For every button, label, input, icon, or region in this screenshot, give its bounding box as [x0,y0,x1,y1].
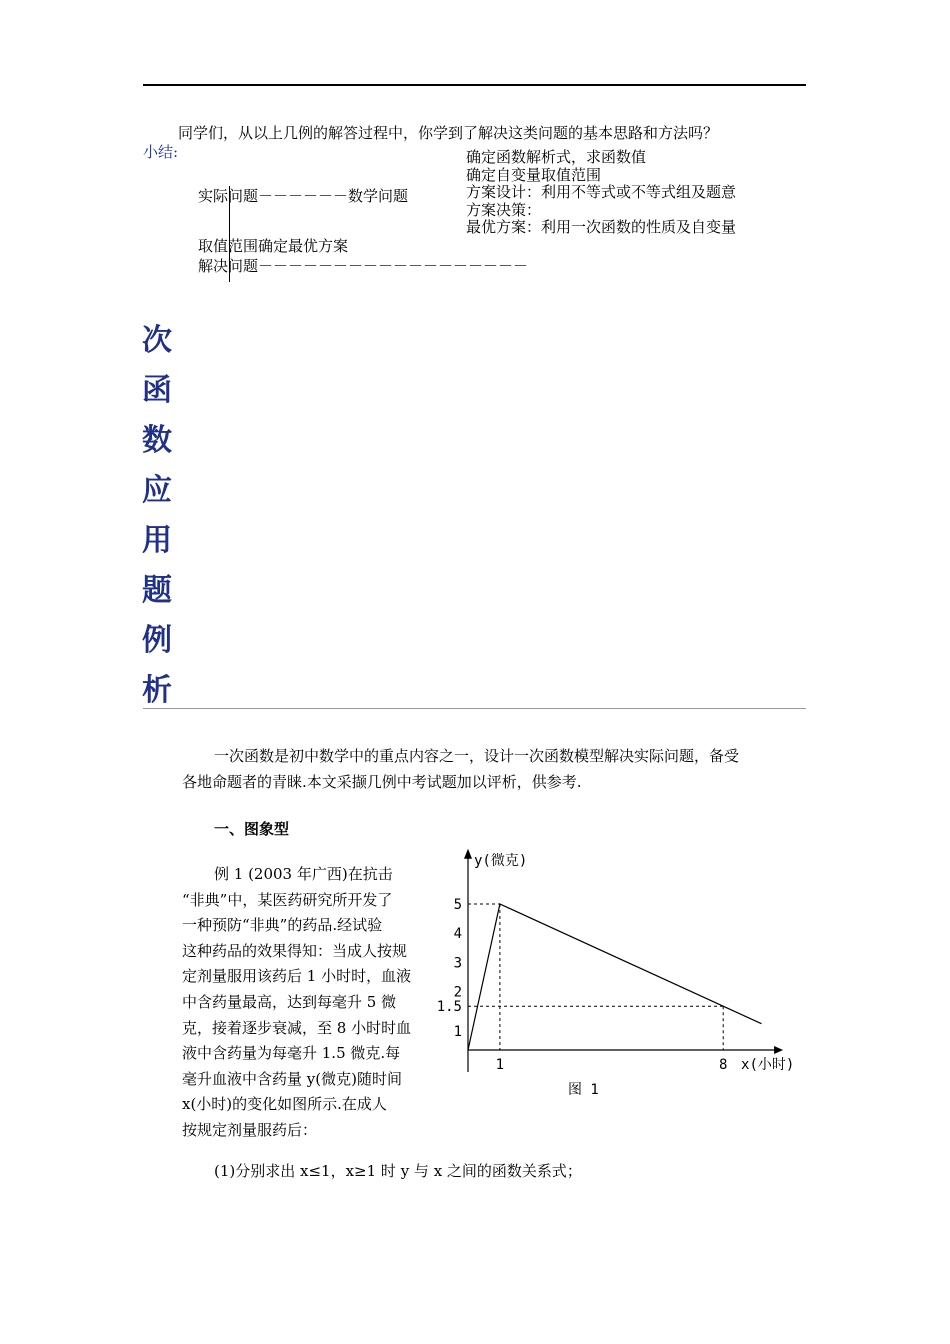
title-char: 应 [142,473,172,508]
summary-last-line: 解决问题－－－－－－－－－－－－－－－－－－ [198,257,529,275]
y-tick-label: 4 [453,926,462,943]
x-tick-label: 8 [718,1057,728,1073]
example-line: 这种药品的效果得知：当成人按规 [182,941,408,960]
example-line: 按规定剂量服药后： [182,1120,318,1139]
y-tick-label: 1.5 [436,999,462,1016]
series-line [468,904,761,1050]
title-char: 例 [142,623,172,658]
section-heading: 一、图象型 [214,820,290,838]
summary-left-line: 实际问题－－－－－－数学问题 [198,187,409,205]
example-line: 中含药量最高，达到每毫升 5 微 [182,992,397,1011]
summary-line: 最优方案：利用一次函数的性质及自变量 [466,218,737,236]
chart-series [468,904,761,1050]
example-line: “非典”中，某医药研究所开发了 [182,890,393,909]
y-tick-label: 2 [453,984,462,1001]
summary-label: 小结: [143,143,179,161]
y-axis-label: y(微克) [474,852,528,869]
y-tick-label: 5 [453,897,462,913]
example-line: 例 1 (2003 年广西)在抗击 [214,865,393,883]
title-char: 次 [142,323,172,358]
title-char: 用 [142,523,172,558]
intro-line: 各地命题者的青睐.本文采撷几例中考试题加以评析，供参考. [182,773,582,791]
title-char: 数 [142,423,172,458]
intro-line: 一次函数是初中数学中的重点内容之一，设计一次函数模型解决实际问题，备受 [214,747,740,765]
chart-ticks [437,897,728,1073]
example-line: 克，接着逐步衰减，至 8 小时时血 [182,1018,412,1037]
title-char: 析 [142,673,172,708]
summary-line: 方案决策： [466,200,542,219]
title-char: 题 [142,573,172,608]
chart-caption: 图 1 [568,1082,599,1098]
example-line: 液中含药量为每毫升 1.5 微克.每 [182,1044,401,1063]
question-1: (1)分别求出 x≤1，x≥1 时 y 与 x 之间的函数关系式； [214,1162,582,1180]
example-line: 定剂量服用该药后 1 小时时，血液 [182,967,412,986]
y-tick-label: 1 [453,1023,462,1040]
x-axis-arrow [774,1046,783,1054]
y-axis-arrow [464,849,472,859]
title-char: 函 [142,373,172,408]
summary-line-after: 取值范围确定最优方案 [198,237,349,255]
intro-question: 同学们，从以上几例的解答过程中，你学到了解决这类问题的基本思路和方法吗？ [178,124,719,142]
summary-line: 确定自变量取值范围 [466,165,602,184]
x-tick-label: 1 [495,1057,505,1073]
example-line: 一种预防“非典”的药品.经试验 [182,916,383,935]
chart-guides [468,904,723,1050]
summary-line: 确定函数解析式，求函数值 [466,148,647,166]
y-tick-label: 3 [453,955,462,972]
summary-line: 方案设计：利用不等式或不等式组及题意 [466,183,737,201]
example-line: 毫升血液中含药量 y(微克)随时间 [182,1069,402,1088]
example-line: x(小时)的变化如图所示.在成人 [182,1095,387,1114]
x-axis-label: x(小时) [741,1057,795,1073]
